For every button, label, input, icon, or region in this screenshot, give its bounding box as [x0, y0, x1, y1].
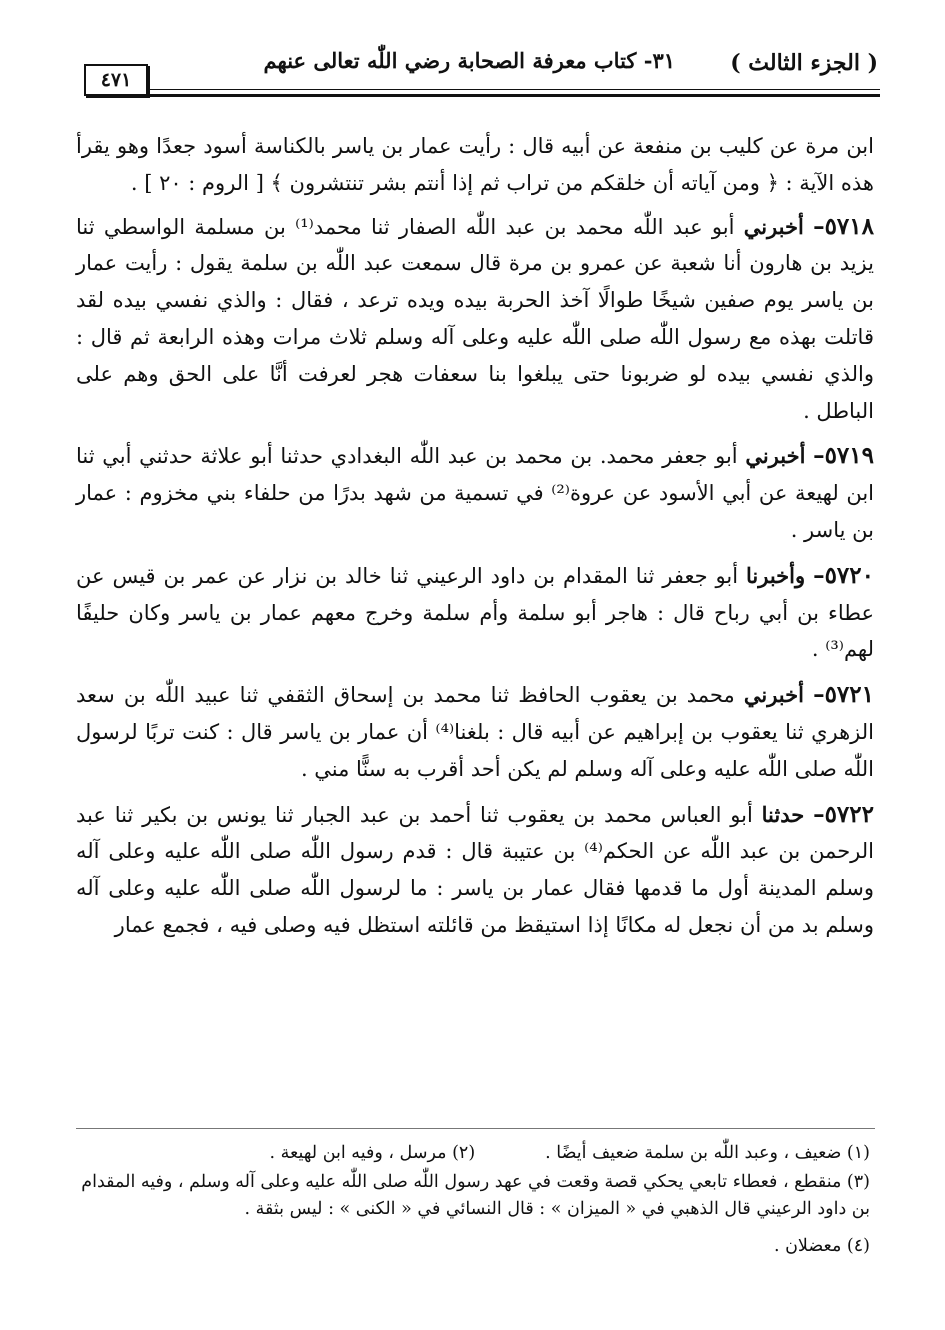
footnote-3: (٣) منقطع ، فعطاء تابعي يحكي قصة وقعت في عهد رسول اللّٰه صلى اللّٰه عليه وعلى آله وسلم ، وفيه المقدام بن داود الرعيني قال الذهبي في « الميزان » : قال النسائي في « الكنى » : ليس بثقة .: [81, 1172, 870, 1219]
footnotes: [70, 1140, 870, 1262]
chapter-title: ٣١- كتاب معرفة الصحابة رضي اللّٰه تعالى عنهم: [263, 48, 675, 73]
hadith-number: ٥٧١٨–: [813, 212, 874, 240]
narration-keyword: وأخبرنا: [746, 562, 806, 588]
hadith-number: ٥٧١٩–: [813, 442, 874, 470]
paragraph-continuation: [76, 128, 874, 202]
running-header: [80, 38, 880, 98]
paragraph-text: أبو جعفر محمد. بن محمد بن عبد اللّٰه البغدادي حدثنا أبو علاثة حدثني أبي ثنا ابن لهيعة عن أبي الأسود عن عروة⁽²⁾ في تسمية من شهد بدرًا من حلفاء بني مخزوم : عمار بن ياسر .: [76, 444, 875, 542]
hadith-5720: [76, 558, 874, 668]
paragraph-text: ابن مرة عن كليب بن منفعة عن أبيه قال : رأيت عمار بن ياسر بالكناسة أسود جعدًا وهو يقرأ هذه الآية : ﴿ ومن آياته أن خلقكم من تراب ثم إذا أنتم بشر تنتشرون ﴾ [ الروم : ٢٠ ] .: [76, 134, 874, 195]
narration-keyword: أخبرني: [743, 682, 804, 708]
hadith-number: ٥٧٢١–: [813, 681, 874, 709]
hadith-5719: [76, 438, 874, 548]
narration-keyword: أخبرني: [743, 213, 804, 239]
footnote-4: (٤) معضلان .: [773, 1236, 870, 1256]
narration-keyword: أخبرني: [745, 443, 806, 469]
page-number: ٤٧١: [84, 64, 148, 96]
main-text: [76, 128, 874, 953]
volume-label: ( الجزء الثالث ): [730, 50, 878, 76]
header-rule-thick: [150, 94, 880, 97]
hadith-number: ٥٧٢٠–: [813, 561, 874, 589]
footnote-1: (١) ضعيف ، وعبد اللّٰه بن سلمة ضعيف أيضًا .: [545, 1143, 870, 1163]
narration-keyword: حدثنا: [761, 801, 805, 827]
footnote-2: (٢) مرسل ، وفيه ابن لهيعة .: [269, 1143, 476, 1163]
paragraph-text: أبو العباس محمد بن يعقوب ثنا أحمد بن عبد الجبار ثنا يونس بن بكير ثنا عبد الرحمن بن عبد اللّٰه عن الحكم⁽⁴⁾ بن عتيبة قال : قدم رسول اللّٰه صلى اللّٰه عليه وعلى آله وسلم المدينة أول ما قدمها فقال عمار بن ياسر : ما لرسول اللّٰه صلى اللّٰه عليه وعلى آله وسلم بد من أن نجعل له مكانًا إذا استيقظ من قائلته استظل فيه وصلى فيه ، فجمع عمار: [76, 802, 874, 937]
paragraph-text: أبو جعفر ثنا المقدام بن داود الرعيني ثنا خالد بن نزار عن عمر بن قيس عن عطاء بن أبي رباح قال : هاجر أبو سلمة وأم سلمة وخرج معهم عمار بن ياسر وكان حليفًا لهم⁽³⁾ .: [76, 563, 874, 662]
paragraph-text: محمد بن يعقوب الحافظ ثنا محمد بن إسحاق الثقفي ثنا عبيد اللّٰه بن سعد الزهري ثنا يعقوب بن إبراهيم عن أبيه قال : بلغنا⁽⁴⁾ أن عمار بن ياسر قال : كنت تربًا لرسول اللّٰه صلى اللّٰه عليه وعلى آله وسلم لم يكن أحد أقرب به سنًّا مني .: [76, 683, 874, 781]
hadith-5721: [76, 677, 874, 787]
hadith-5722: [76, 797, 874, 944]
paragraph-text: أبو عبد اللّٰه محمد بن عبد اللّٰه الصفار ثنا محمد⁽¹⁾ بن مسلمة الواسطي ثنا يزيد بن هارون أنا شعبة عن عمرو بن مرة قال سمعت عبد اللّٰه بن سلمة يقول : رأيت عمار بن ياسر يوم صفين شيخًا طوالًا آخذ الحربة بيده ويده ترعد ، فقال : والذي نفسي بيده لقد قاتلت بهذه مع رسول اللّٰه صلى اللّٰه عليه وعلى آله وسلم ثلاث مرات وهذه الرابعة ثم قال : والذي نفسي بيده لو ضربونا حتى يبلغوا بنا سعفات هجر لعرفت أنَّا على الحق وهم على الباطل .: [76, 214, 874, 423]
header-rule-thin: [150, 89, 880, 90]
footnote-row-1-2: [70, 1140, 870, 1167]
hadith-number: ٥٧٢٢–: [813, 800, 874, 828]
footnote-separator: [76, 1128, 875, 1129]
hadith-5718: [76, 209, 874, 430]
